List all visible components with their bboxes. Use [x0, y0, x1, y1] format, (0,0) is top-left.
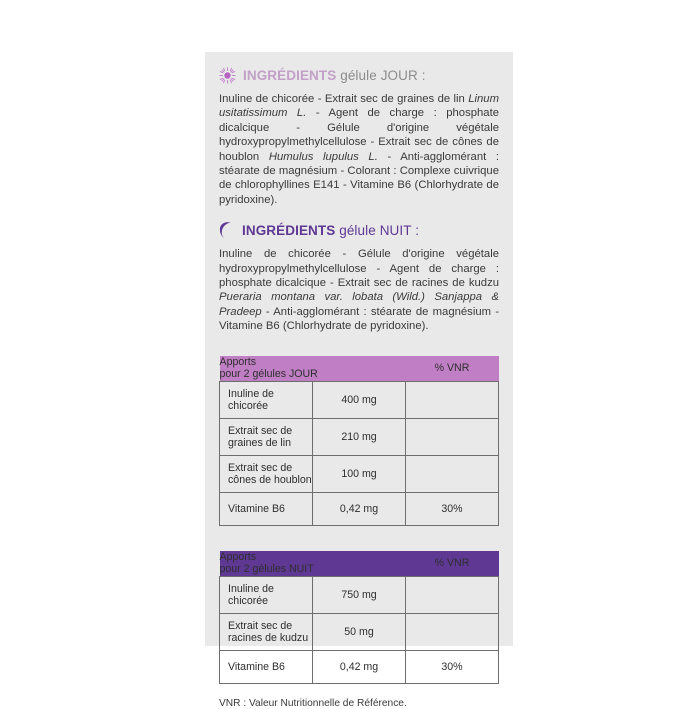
nuit-header-line2: pour 2 gélules NUIT: [219, 563, 314, 576]
jour-table-header-vnr: % VNR: [406, 356, 499, 382]
table-cell-amount: 50 mg: [313, 613, 406, 650]
table-header-row: [220, 356, 499, 382]
jour-heading-rest: gélule JOUR :: [340, 67, 426, 83]
nuit-nutrition-table-wrap: [205, 551, 513, 684]
table-cell-vnr: [406, 455, 499, 492]
table-row: [220, 455, 499, 492]
table-cell-amount: 400 mg: [313, 381, 406, 418]
table-row: [220, 418, 499, 455]
table-cell-vnr: [406, 381, 499, 418]
table-cell-vnr: [406, 613, 499, 650]
supplement-label-panel: [205, 52, 513, 709]
jour-section-heading: [205, 62, 513, 88]
nuit-heading-text: [242, 223, 419, 238]
table-cell-name: Extrait sec de racines de kudzu: [220, 613, 313, 650]
table-cell-vnr: 30%: [406, 492, 499, 525]
jour-nutrition-table-wrap: [205, 356, 513, 526]
table-cell-amount: 0,42 mg: [313, 650, 406, 683]
table-row: [220, 650, 499, 683]
jour-nutrition-table: [219, 356, 499, 526]
table-row: [220, 576, 499, 613]
table-cell-name: Extrait sec de graines de lin: [220, 418, 313, 455]
table-cell-amount: 210 mg: [313, 418, 406, 455]
table-cell-name: Vitamine B6: [220, 492, 313, 525]
table-cell-vnr: [406, 418, 499, 455]
jour-heading-text: [243, 68, 426, 83]
moon-icon: [219, 222, 235, 239]
nuit-header-line1: Apports: [219, 550, 257, 563]
nuit-ingredients-text: Inuline de chicorée - Gélule d'origine végétale hydroxypropylmethylcellulose - Agent de charge : phosphate dicalcique - Extrait sec de racines de kudzu Pueraria montana var. lobata (Wild.) Sanjappa & Pradeep - Anti-agglomérant : stéarate de magnésium - Vitamine B6 (Chlorhydrate de pyridoxine).: [219, 248, 499, 333]
vnr-footnote: VNR : Valeur Nutritionnelle de Référence.: [219, 697, 407, 709]
nuit-table-header-vnr: % VNR: [406, 551, 499, 577]
nuit-heading-strong: INGRÉDIENTS: [242, 222, 336, 238]
jour-ingredients-text: Inuline de chicorée - Extrait sec de graines de lin Linum usitatissimum L. - Agent de charge : phosphate dicalcique - Gélule d'origine végétale hydroxypropylmethylcellulose - Extrait sec de cônes de houblon Humulus lupulus L. - Anti-agglomérant : stéarate de magnésium - Colorant : Complexe cuivrique de chlorophyllines E141 - Vitamine B6 (Chlorhydrate de pyridoxine).: [219, 93, 499, 206]
table-cell-name: Inuline de chicorée: [220, 576, 313, 613]
table-row: [220, 381, 499, 418]
table-cell-vnr: [406, 576, 499, 613]
table-cell-amount: 100 mg: [313, 455, 406, 492]
nuit-table-body: [220, 576, 499, 683]
jour-header-line2: pour 2 gélules JOUR: [219, 368, 318, 381]
jour-header-line1: Apports: [219, 355, 257, 368]
jour-table-header-title: [220, 356, 406, 382]
nuit-table-header-title: [220, 551, 406, 577]
nuit-section-heading: [205, 217, 513, 243]
table-cell-name: Extrait sec de cônes de houblon: [220, 455, 313, 492]
table-cell-amount: 0,42 mg: [313, 492, 406, 525]
table-cell-amount: 750 mg: [313, 576, 406, 613]
nuit-heading-rest: gélule NUIT :: [339, 222, 420, 238]
table-cell-vnr: 30%: [406, 650, 499, 683]
jour-heading-strong: INGRÉDIENTS: [243, 67, 337, 83]
table-cell-name: Vitamine B6: [220, 650, 313, 683]
nuit-nutrition-table: [219, 551, 499, 684]
table-row: [220, 492, 499, 525]
sun-icon: [219, 67, 236, 84]
table-cell-name: Inuline de chicorée: [220, 381, 313, 418]
table-row: [220, 613, 499, 650]
table-header-row: [220, 551, 499, 577]
jour-table-body: [220, 381, 499, 525]
